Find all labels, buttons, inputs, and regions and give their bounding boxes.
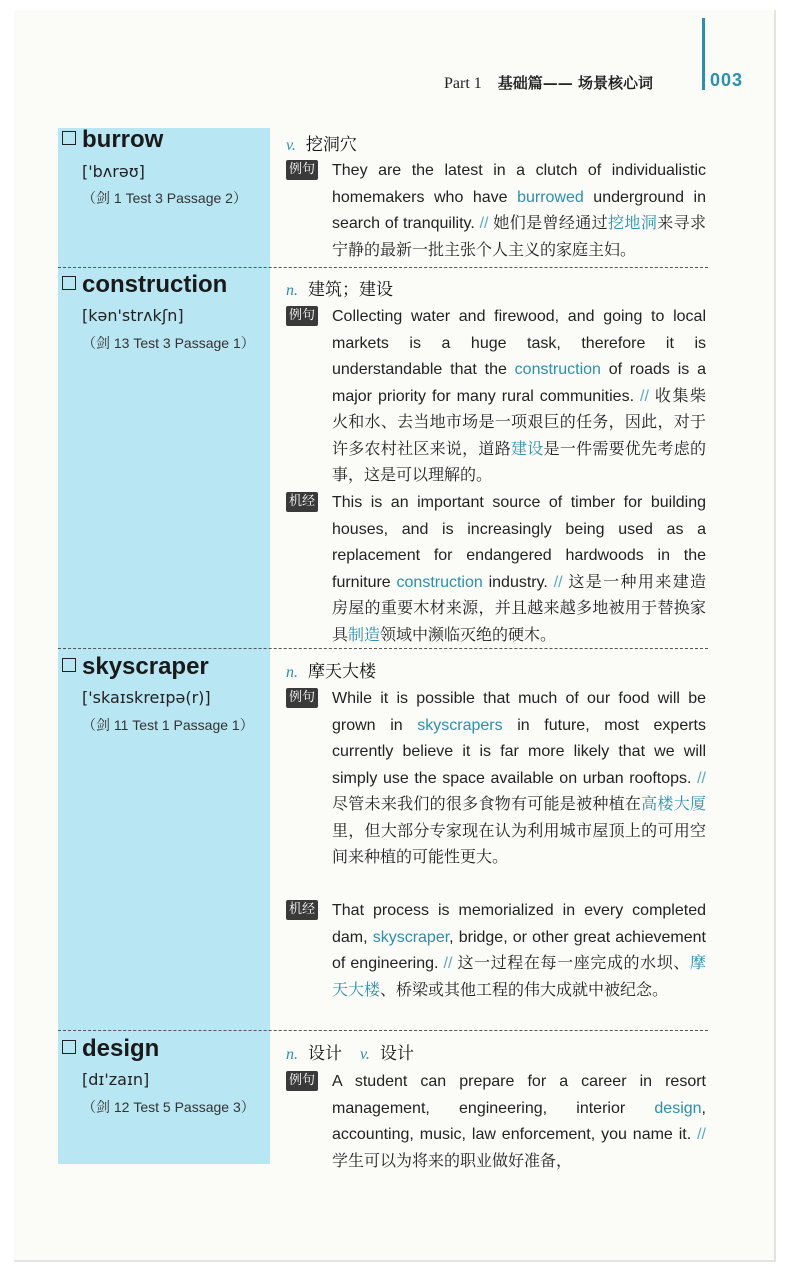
divider: [58, 1030, 708, 1031]
source: （剑 11 Test 1 Passage 1）: [82, 717, 254, 733]
book-page: [14, 10, 776, 1262]
headword: [62, 126, 163, 154]
definition: [286, 1039, 414, 1064]
exam-tag: 机经: [286, 900, 318, 920]
divider: [58, 648, 708, 649]
definition: [286, 130, 357, 155]
phonetic: ['skaɪskreɪpə(r)]: [82, 688, 211, 707]
example-block: [286, 1069, 706, 1175]
example-block: [286, 686, 706, 872]
meaning-2: 设计: [379, 1044, 414, 1064]
source: （剑 12 Test 5 Passage 3）: [82, 1099, 255, 1115]
phonetic: [dɪ'zaɪn]: [82, 1070, 150, 1089]
page-number: 003: [710, 70, 744, 90]
definition: [286, 275, 393, 300]
example-tag: 例句: [286, 160, 318, 180]
running-header: [444, 72, 653, 93]
divider: [58, 267, 708, 268]
example-block: [286, 304, 706, 490]
example-text: While it is possible that much of our food will be grown in skyscrapers in future, most experts currently believe it is far more likely that we will simply use the space available on urban rooftops. // 尽管未来我们的很多食物有可能是被种植在高楼大厦里，但大部分专家现在认为利用城市屋顶上的可用空间来种植的可能性更大。: [332, 690, 706, 866]
checkbox-icon[interactable]: [62, 1040, 76, 1054]
part-of-speech: n.: [286, 1046, 298, 1063]
definition: [286, 657, 376, 682]
example-tag: 例句: [286, 1071, 318, 1091]
header-accent-bar: [702, 18, 705, 90]
part-of-speech: v.: [286, 137, 296, 154]
phonetic: ['bʌrəʊ]: [82, 162, 145, 181]
headword-text: burrow: [82, 126, 164, 153]
source: （剑 1 Test 3 Passage 2）: [82, 190, 247, 206]
headword-text: skyscraper: [82, 653, 209, 680]
phonetic: [kən'strʌkʃn]: [82, 306, 184, 325]
exam-text: This is an important source of timber for building houses, and is increasingly being used as a replacement for endangered hardwoods in the furniture construction industry. // 这是一种用来建造房屋的重要木材来源，并且越来越多地被用于替换家具制造领域中濒临灭绝的硬木。: [332, 494, 707, 644]
exam-tag: 机经: [286, 492, 318, 512]
example-tag: 例句: [286, 688, 318, 708]
meaning: 挖洞穴: [305, 135, 357, 155]
example-text: They are the latest in a clutch of individualistic homemakers who have burrowed underground in search of tranquility. // 她们是曾经通过挖地洞来寻求宁静的最新一批主张个人主义的家庭主妇。: [332, 162, 707, 259]
part-of-speech: n.: [286, 664, 298, 681]
example-block: [286, 158, 706, 264]
part-of-speech-2: v.: [360, 1046, 370, 1063]
header-title: 基础篇—— 场景核心词: [497, 74, 654, 92]
meaning: 建筑；建设: [308, 280, 393, 300]
exam-text: That process is memorialized in every completed dam, skyscraper, bridge, or other great achievement of engineering. // 这一过程在每一座完成的水坝、摩天大楼、桥梁或其他工程的伟大成就中被纪念。: [332, 902, 706, 999]
part-of-speech: n.: [286, 282, 298, 299]
meaning: 摩天大楼: [308, 662, 376, 682]
header-part: Part 1: [444, 75, 482, 92]
example-tag: 例句: [286, 306, 318, 326]
example-text: A student can prepare for a career in resort management, engineering, interior design, accounting, music, law enforcement, you name it. // 学生可以为将来的职业做好准备，: [332, 1073, 706, 1170]
example-text: Collecting water and firewood, and going to local markets is a huge task, therefore it is understandable that the construction of roads is a major priority for many rural communities. // 收集柴火和水、去当地市场是一项艰巨的任务，因此，对于许多农村社区来说，道路建设是一件需要优先考虑的事，这是可以理解的。: [332, 308, 706, 484]
headword-text: construction: [82, 271, 228, 298]
headword: [62, 653, 209, 681]
meaning: 设计: [308, 1044, 342, 1064]
headword: [62, 271, 227, 299]
headword-text: design: [82, 1035, 160, 1062]
checkbox-icon[interactable]: [62, 131, 76, 145]
headword: [62, 1035, 159, 1063]
source: （剑 13 Test 3 Passage 1）: [82, 335, 255, 351]
checkbox-icon[interactable]: [62, 276, 76, 290]
checkbox-icon[interactable]: [62, 658, 76, 672]
exam-block: [286, 898, 706, 1004]
exam-block: [286, 490, 706, 649]
